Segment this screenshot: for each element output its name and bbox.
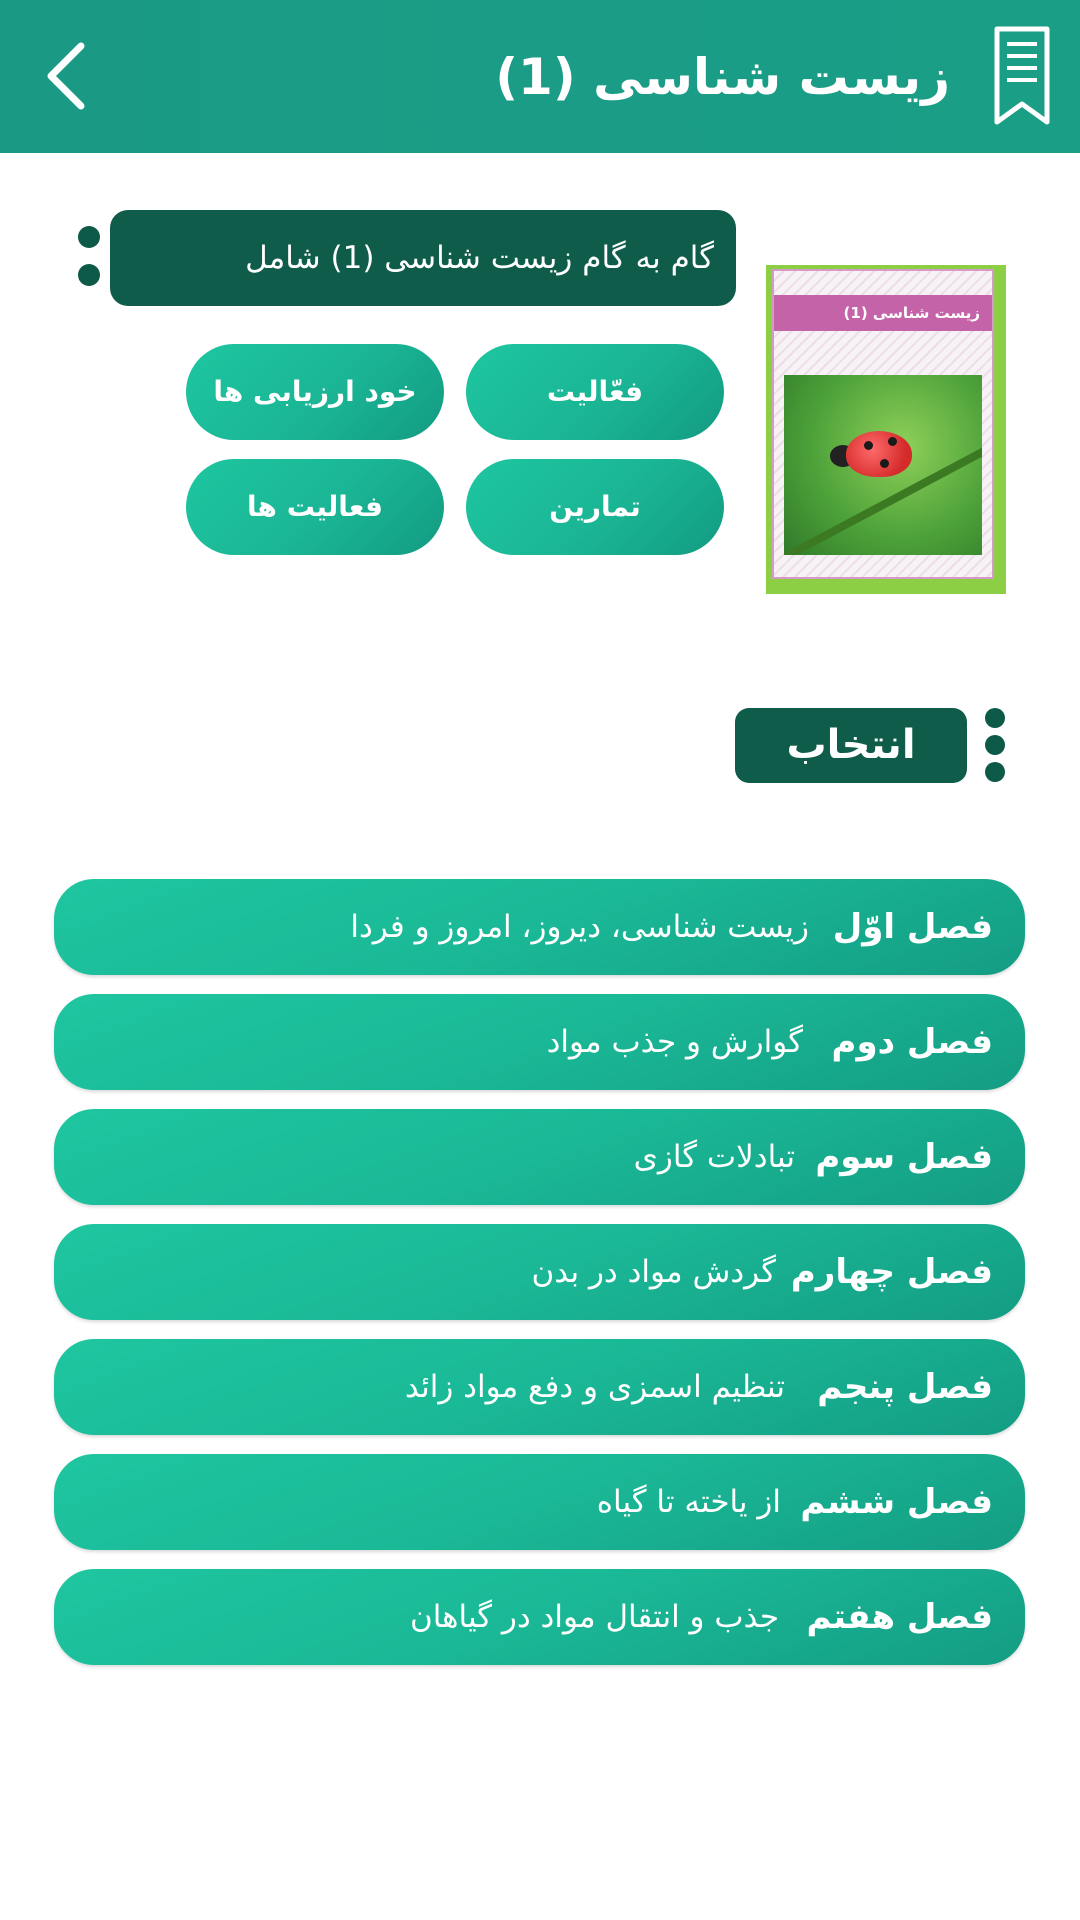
chapter-number: فصل چهارم [790,1252,993,1292]
section-heading: انتخاب سرفصل [735,708,967,783]
chapter-item-6[interactable] [54,1454,1025,1550]
includes-label: گام به گام زیست شناسی (1) شامل [110,210,736,306]
chapter-number: فصل هفتم [806,1597,993,1637]
ladybug-photo [784,375,982,555]
more-vertical-icon [78,226,100,248]
app-header [0,0,1080,153]
chapter-item-3[interactable] [54,1109,1025,1205]
more-vertical-icon [985,735,1005,755]
section-more-button[interactable] [982,708,1008,782]
chapter-title: از یاخته تا گیاه [596,1484,781,1520]
chapter-number: فصل پنجم [817,1367,993,1407]
bookmark-icon [992,24,1052,128]
chapter-number: فصل سوم [815,1137,993,1177]
activity-button[interactable]: فعّالیت [466,344,724,440]
chapter-item-5[interactable] [54,1339,1025,1435]
more-vertical-icon [985,762,1005,782]
chapter-number: فصل دوم [831,1022,993,1062]
chevron-left-icon [43,40,87,112]
more-options-button[interactable] [76,226,102,286]
chapter-item-1[interactable] [54,879,1025,975]
chapter-item-2[interactable] [54,994,1025,1090]
chapter-title: تبادلات گازی [633,1139,795,1175]
book-cover-title: زیست شناسی (1) [774,295,992,331]
chapter-number: فصل اوّل [832,907,993,947]
chapter-item-7[interactable] [54,1569,1025,1665]
activities-button[interactable]: فعالیت ها [186,459,444,555]
chapter-item-4[interactable] [54,1224,1025,1320]
ladybug-spot [864,441,873,450]
self-assessment-button[interactable]: خود ارزیابی ها [186,344,444,440]
chapter-title: تنظیم اسمزی و دفع مواد زائد [404,1369,785,1405]
chapter-title: گوارش و جذب مواد [546,1024,803,1060]
ladybug-spot [888,437,897,446]
book-cover [766,265,1006,594]
book-cover-page [772,269,994,579]
ladybug-spot [880,459,889,468]
chapter-title: جذب و انتقال مواد در گیاهان [409,1599,779,1635]
ladybug-body [846,431,912,477]
page-title: زیست شناسی (1) [495,48,950,106]
bookmark-button[interactable] [992,24,1052,128]
chapter-number: فصل ششم [800,1482,993,1522]
exercises-button[interactable]: تمارین [466,459,724,555]
more-vertical-icon [78,264,100,286]
chapter-title: زیست شناسی، دیروز، امروز و فردا [350,909,809,945]
more-vertical-icon [985,708,1005,728]
chapter-title: گردش مواد در بدن [531,1254,776,1290]
back-button[interactable] [30,36,100,116]
